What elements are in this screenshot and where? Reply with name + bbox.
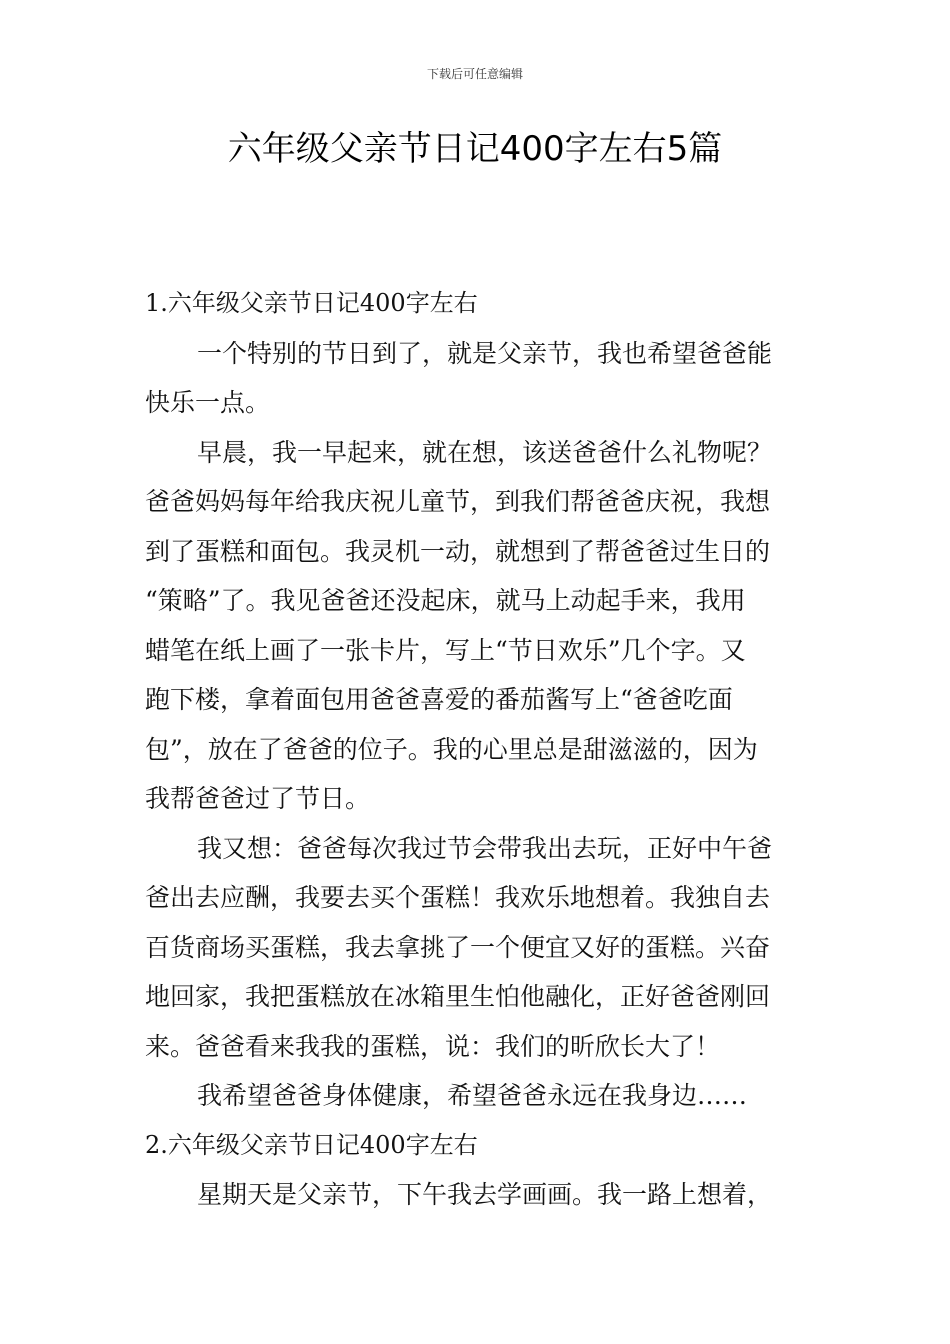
- paragraph-line: 包”，放在了爸爸的位子。我的心里总是甜滋滋的，因为: [145, 734, 758, 764]
- paragraph-line: 我帮爸爸过了节日。: [145, 784, 371, 813]
- paragraph-line: 快乐一点。: [145, 388, 271, 417]
- page-header-note: 下载后可任意编辑: [426, 67, 523, 81]
- paragraph-line: 我又想：爸爸每次我过节会带我出去玩，正好中午爸: [197, 833, 773, 863]
- section-heading-2: 2.六年级父亲节日记400字左右: [145, 1130, 478, 1159]
- paragraph-line: 百货商场买蛋糕，我去拿挑了一个便宜又好的蛋糕。兴奋: [145, 932, 771, 962]
- paragraph-line: 蜡笔在纸上画了一张卡片，写上“节日欢乐”几个字。又: [145, 635, 746, 665]
- document-title: 六年级父亲节日记400字左右5篇: [227, 129, 723, 169]
- paragraph-line: 星期天是父亲节，下午我去学画画。我一路上想着，: [197, 1180, 773, 1209]
- paragraph-line: 爸爸妈妈每年给我庆祝儿童节，到我们帮爸爸庆祝，我想: [145, 487, 771, 516]
- paragraph-line: “策略”了。我见爸爸还没起床，就马上动起手来，我用: [145, 586, 746, 615]
- paragraph-line: 一个特别的节日到了，就是父亲节，我也希望爸爸能: [197, 338, 773, 368]
- paragraph-line: 来。爸爸看来我我的蛋糕，说：我们的昕欣长大了！: [145, 1031, 721, 1061]
- paragraph-line: 早晨，我一早起来，就在想，该送爸爸什么礼物呢？: [197, 437, 773, 467]
- document-body: [145, 279, 810, 1220]
- paragraph-line: 地回家，我把蛋糕放在冰箱里生怕他融化，正好爸爸刚回: [145, 982, 771, 1011]
- paragraph-line: 跑下楼，拿着面包用爸爸喜爱的番茄酱写上“爸爸吃面: [145, 685, 733, 714]
- paragraph-line: 我希望爸爸身体健康，希望爸爸永远在我身边……: [197, 1081, 748, 1110]
- section-heading-1: 1.六年级父亲节日记400字左右: [145, 289, 478, 317]
- paragraph-line: 到了蛋糕和面包。我灵机一动，就想到了帮爸爸过生日的: [145, 536, 771, 566]
- paragraph-line: 爸出去应酬，我要去买个蛋糕！我欢乐地想着。我独自去: [145, 883, 771, 912]
